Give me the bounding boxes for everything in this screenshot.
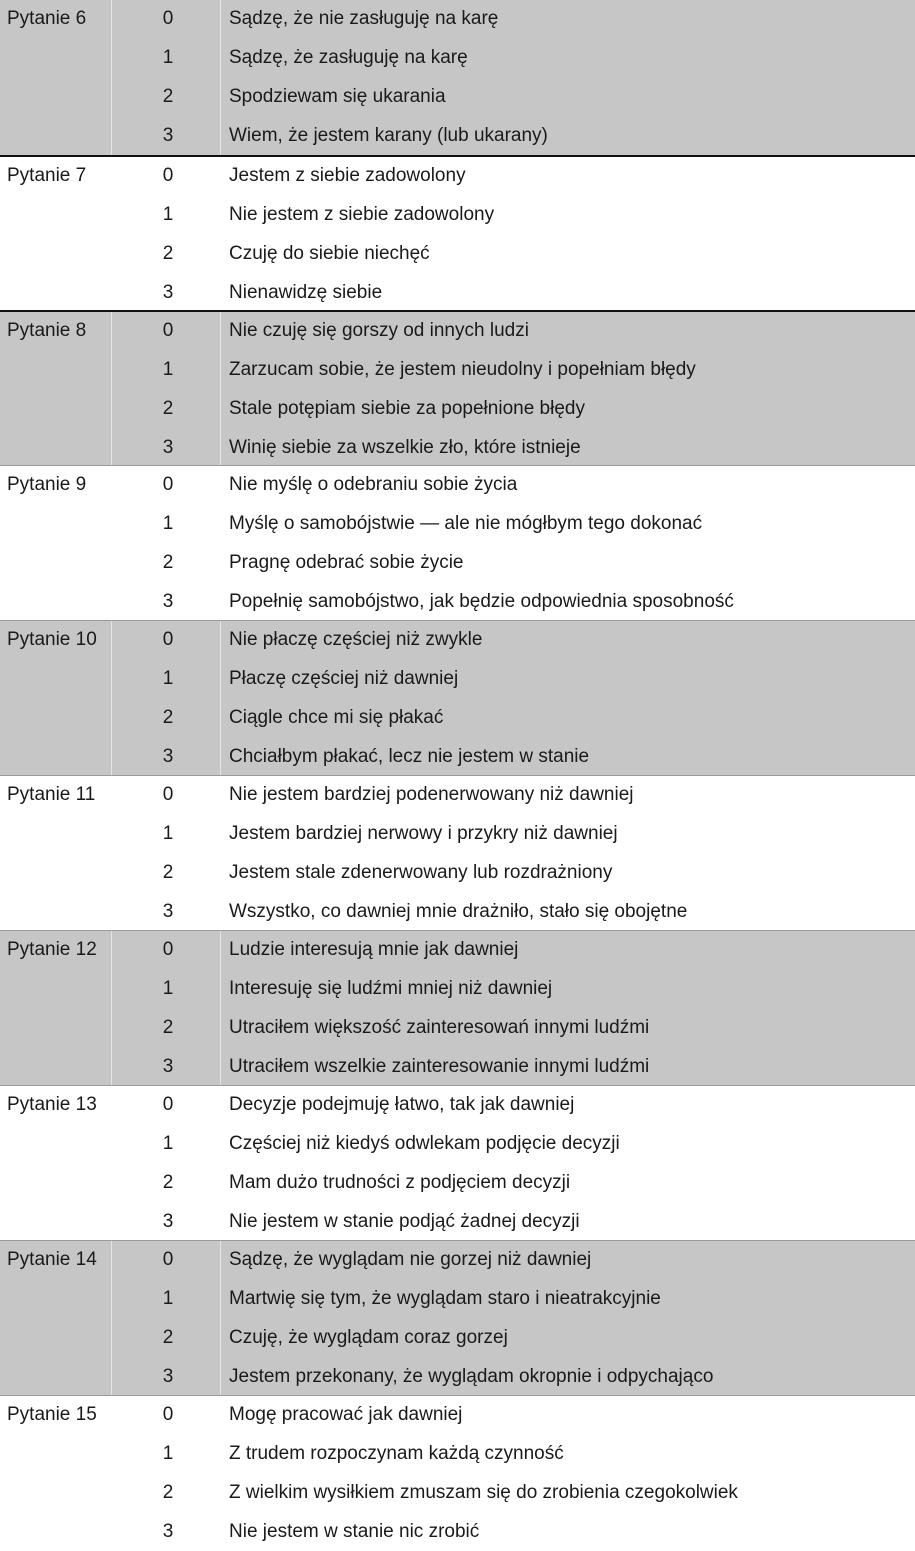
question-group <box>0 465 915 620</box>
answer-score: 3 <box>162 1055 174 1077</box>
answer-score: 1 <box>162 47 174 69</box>
answer-text: Z trudem rozpoczynam każdą czynność <box>229 1443 564 1465</box>
answer-row <box>0 1396 915 1435</box>
answer-score: 1 <box>162 513 174 535</box>
question-label: Pytanie 15 <box>7 1404 97 1426</box>
answer-score: 0 <box>162 165 174 187</box>
answer-row <box>0 931 915 970</box>
answer-score: 1 <box>162 668 174 690</box>
answer-text: Sądzę, że zasługuję na karę <box>229 47 468 69</box>
answer-text: Chciałbym płakać, lecz nie jestem w stanie <box>229 745 590 767</box>
question-group <box>0 620 915 775</box>
answer-row <box>0 1512 915 1551</box>
answer-score: 3 <box>162 436 174 458</box>
answer-text: Nienawidzę siebie <box>229 281 383 303</box>
answer-score: 3 <box>162 1210 174 1232</box>
answer-text: Ciągle chce mi się płakać <box>229 706 444 728</box>
answer-text: Mogę pracować jak dawniej <box>229 1404 463 1426</box>
question-label: Pytanie 8 <box>7 320 87 342</box>
answer-row <box>0 1009 915 1048</box>
question-group <box>0 310 915 465</box>
answer-score: 1 <box>162 1443 174 1465</box>
answer-row <box>0 1086 915 1125</box>
answer-text: Pragnę odebrać sobie życie <box>229 551 464 573</box>
answer-row <box>0 1164 915 1203</box>
answer-text: Wiem, że jestem karany (lub ukarany) <box>229 124 548 146</box>
answer-score: 0 <box>162 474 174 496</box>
answer-row <box>0 737 915 776</box>
answer-score: 0 <box>162 939 174 961</box>
answer-score: 3 <box>162 590 174 612</box>
answer-score: 1 <box>162 1288 174 1310</box>
answer-score: 1 <box>162 978 174 1000</box>
answer-score: 3 <box>162 1520 174 1542</box>
answer-score: 1 <box>162 1133 174 1155</box>
answer-text: Ludzie interesują mnie jak dawniej <box>229 939 519 961</box>
answer-row <box>0 505 915 544</box>
answer-text: Spodziewam się ukarania <box>229 85 446 107</box>
answer-row <box>0 1202 915 1241</box>
answer-score: 2 <box>162 397 174 419</box>
answer-text: Utraciłem większość zainteresowań innymi ludźmi <box>229 1016 650 1038</box>
answer-text: Decyzje podejmuję łatwo, tak jak dawniej <box>229 1094 575 1116</box>
answer-row <box>0 273 915 312</box>
answer-score: 1 <box>162 204 174 226</box>
question-label: Pytanie 11 <box>7 784 96 806</box>
answer-row <box>0 699 915 738</box>
answer-text: Myślę o samobójstwie — ale nie mógłbym tego dokonać <box>229 513 703 535</box>
answer-score: 2 <box>162 1481 174 1503</box>
answer-row <box>0 970 915 1009</box>
answer-score: 3 <box>162 281 174 303</box>
answer-row <box>0 157 915 196</box>
answer-text: Jestem z siebie zadowolony <box>229 165 466 187</box>
answer-row <box>0 390 915 429</box>
answer-row <box>0 466 915 505</box>
answer-score: 1 <box>162 359 174 381</box>
answer-score: 2 <box>162 242 174 264</box>
answer-row <box>0 621 915 660</box>
answer-text: Z wielkim wysiłkiem zmuszam się do zrobienia czegokolwiek <box>229 1481 738 1503</box>
answer-text: Jestem bardziej nerwowy i przykry niż dawniej <box>229 823 618 845</box>
answer-row <box>0 815 915 854</box>
answer-text: Nie myślę o odebraniu sobie życia <box>229 474 518 496</box>
answer-text: Wszystko, co dawniej mnie drażniło, stało się obojętne <box>229 900 688 922</box>
answer-row <box>0 660 915 699</box>
question-group <box>0 0 915 155</box>
answer-score: 0 <box>162 8 174 30</box>
answer-text: Czuję, że wyglądam coraz gorzej <box>229 1326 508 1348</box>
answer-text: Częściej niż kiedyś odwlekam podjęcie decyzji <box>229 1133 620 1155</box>
answer-score: 0 <box>162 1094 174 1116</box>
answer-row <box>0 1319 915 1358</box>
answer-row <box>0 428 915 467</box>
answer-score: 0 <box>162 629 174 651</box>
answer-score: 3 <box>162 900 174 922</box>
answer-score: 2 <box>162 861 174 883</box>
answer-text: Sądzę, że nie zasługuję na karę <box>229 8 499 30</box>
answer-row <box>0 39 915 78</box>
answer-row <box>0 0 915 39</box>
answer-text: Nie jestem w stanie nic zrobić <box>229 1520 480 1542</box>
answer-row <box>0 1241 915 1280</box>
question-group <box>0 775 915 930</box>
question-label: Pytanie 7 <box>7 165 87 187</box>
question-group <box>0 1395 915 1550</box>
answer-text: Utraciłem wszelkie zainteresowanie innymi ludźmi <box>229 1055 650 1077</box>
answer-text: Interesuję się ludźmi mniej niż dawniej <box>229 978 553 1000</box>
question-group <box>0 1240 915 1395</box>
answer-row <box>0 892 915 931</box>
answer-text: Nie jestem z siebie zadowolony <box>229 204 495 226</box>
answer-score: 2 <box>162 1171 174 1193</box>
answer-score: 0 <box>162 1404 174 1426</box>
question-group <box>0 930 915 1085</box>
answer-text: Stale potępiam siebie za popełnione błędy <box>229 397 585 419</box>
answer-text: Popełnię samobójstwo, jak będzie odpowiednia sposobność <box>229 590 734 612</box>
question-label: Pytanie 9 <box>7 474 87 496</box>
answer-row <box>0 1435 915 1474</box>
answer-row <box>0 1125 915 1164</box>
answer-text: Nie płaczę częściej niż zwykle <box>229 629 483 651</box>
answer-text: Nie czuję się gorszy od innych ludzi <box>229 320 529 342</box>
answer-score: 2 <box>162 1016 174 1038</box>
answer-row <box>0 854 915 893</box>
answer-row <box>0 582 915 621</box>
answer-row <box>0 78 915 117</box>
answer-row <box>0 116 915 155</box>
answer-score: 0 <box>162 320 174 342</box>
answer-row <box>0 1280 915 1319</box>
answer-text: Czuję do siebie niechęć <box>229 242 430 264</box>
answer-text: Mam dużo trudności z podjęciem decyzji <box>229 1171 571 1193</box>
question-group <box>0 1085 915 1240</box>
answer-row <box>0 235 915 274</box>
answer-text: Sądzę, że wyglądam nie gorzej niż dawniej <box>229 1249 592 1271</box>
answer-text: Jestem stale zdenerwowany lub rozdrażniony <box>229 861 613 883</box>
answer-text: Martwię się tym, że wyglądam staro i nieatrakcyjnie <box>229 1288 661 1310</box>
question-label: Pytanie 6 <box>7 8 87 30</box>
answer-row <box>0 544 915 583</box>
answer-score: 0 <box>162 1249 174 1271</box>
answer-score: 3 <box>162 124 174 146</box>
answer-row <box>0 1357 915 1396</box>
answer-row <box>0 776 915 815</box>
answer-row <box>0 1047 915 1086</box>
answer-score: 2 <box>162 551 174 573</box>
answer-text: Płaczę częściej niż dawniej <box>229 668 459 690</box>
answer-score: 2 <box>162 706 174 728</box>
answer-text: Nie jestem bardziej podenerwowany niż dawniej <box>229 784 634 806</box>
answer-score: 2 <box>162 85 174 107</box>
answer-row <box>0 1474 915 1513</box>
question-label: Pytanie 10 <box>7 629 97 651</box>
answer-score: 3 <box>162 1365 174 1387</box>
answer-text: Zarzucam sobie, że jestem nieudolny i popełniam błędy <box>229 359 696 381</box>
answer-row <box>0 196 915 235</box>
answer-text: Nie jestem w stanie podjąć żadnej decyzji <box>229 1210 580 1232</box>
question-group <box>0 155 915 310</box>
answer-score: 3 <box>162 745 174 767</box>
answer-text: Winię siebie za wszelkie zło, które istnieje <box>229 436 581 458</box>
question-label: Pytanie 14 <box>7 1249 97 1271</box>
answer-row <box>0 351 915 390</box>
question-label: Pytanie 13 <box>7 1094 97 1116</box>
answer-score: 1 <box>162 823 174 845</box>
answer-row <box>0 312 915 351</box>
answer-score: 2 <box>162 1326 174 1348</box>
answer-text: Jestem przekonany, że wyglądam okropnie i odpychająco <box>229 1365 714 1387</box>
question-label: Pytanie 12 <box>7 939 97 961</box>
answer-score: 0 <box>162 784 174 806</box>
